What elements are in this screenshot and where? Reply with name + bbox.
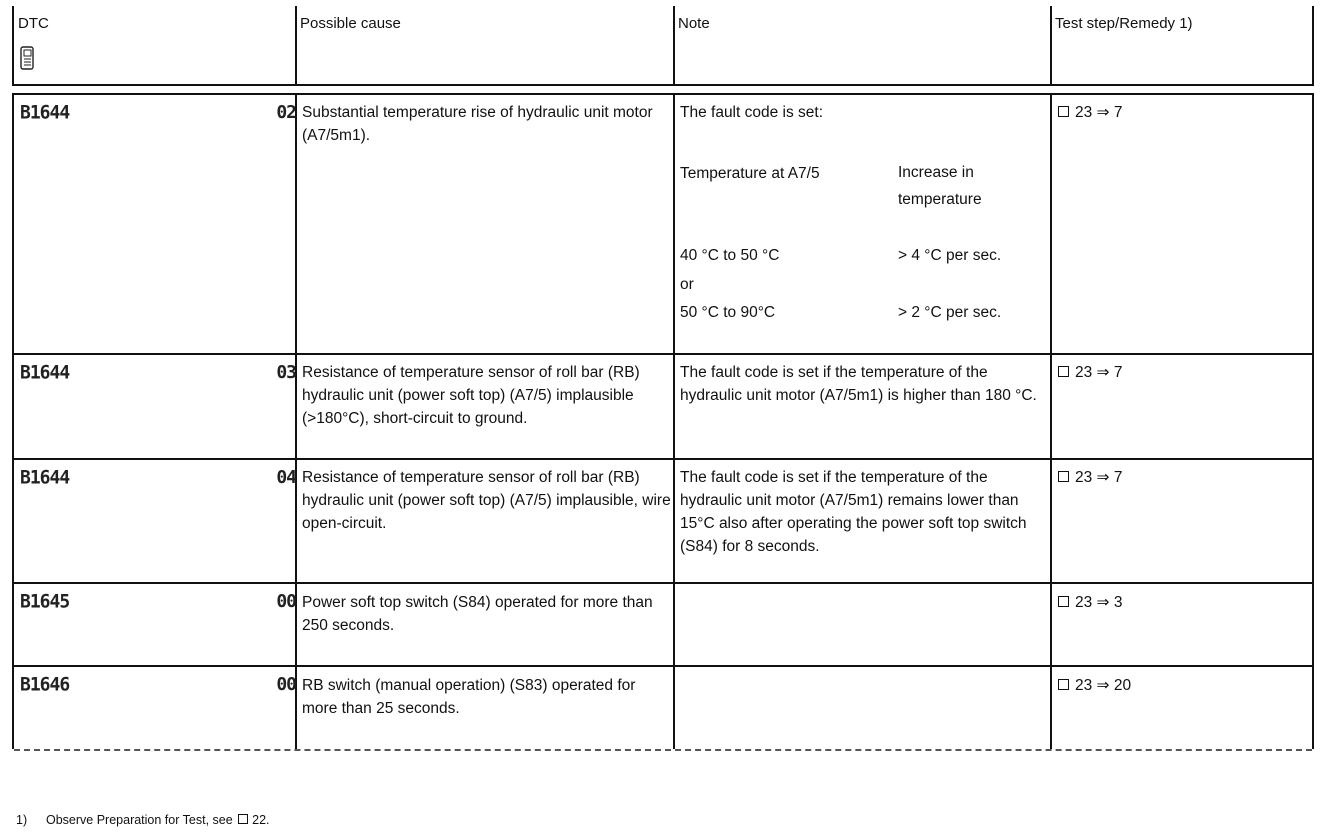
row-divider <box>14 353 1312 355</box>
remedy-ref[interactable]: 23 ⇒ 20 <box>1075 677 1132 694</box>
dtc-table-body <box>12 93 1314 749</box>
header-divider <box>673 6 675 84</box>
remedy[interactable] <box>1058 591 1298 614</box>
reference-box-icon <box>238 814 248 824</box>
note-rate-2: > 2 °C per sec. <box>898 304 1002 321</box>
note-range-1: 40 °C to 50 °C <box>680 247 780 264</box>
remedy-ref[interactable]: 23 ⇒ 3 <box>1075 594 1123 611</box>
note-col-temperature-header: Temperature at A7/5 <box>680 165 820 182</box>
footnote-text-wrap <box>46 813 270 827</box>
table-header <box>12 6 1314 86</box>
dtc-subcode: 00 <box>276 591 296 612</box>
note: The fault code is set if the temperature of the hydraulic unit motor (A7/5m1) remains lower than 15°C also after operating the power soft top switch (S84) for 8 seconds. <box>680 469 1027 555</box>
remedy[interactable] <box>1058 101 1298 124</box>
note-rate-1: > 4 °C per sec. <box>898 247 1002 264</box>
dtc-subcode: 00 <box>276 674 296 695</box>
note: The fault code is set if the temperature of the hydraulic unit motor (A7/5m1) is higher than 180 °C. <box>680 364 1037 404</box>
dtc-subcode: 03 <box>276 362 296 383</box>
reference-box-icon <box>1058 366 1069 377</box>
remedy-ref[interactable]: 23 ⇒ 7 <box>1075 104 1123 121</box>
column-divider <box>295 95 297 749</box>
header-dtc: DTC <box>18 15 49 32</box>
remedy-ref[interactable]: 23 ⇒ 7 <box>1075 469 1123 486</box>
header-cause: Possible cause <box>300 15 401 32</box>
note-or: or <box>680 276 694 293</box>
row-divider <box>14 665 1312 667</box>
reference-box-icon <box>1058 679 1069 690</box>
dtc-subcode: 04 <box>276 467 296 488</box>
header-remedy: Test step/Remedy 1) <box>1055 15 1193 32</box>
dtc-subcode: 02 <box>276 102 296 123</box>
possible-cause: Resistance of temperature sensor of roll bar (RB) hydraulic unit (power soft top) (A7/5) implausible (>180°C), short-circuit to ground. <box>302 364 640 427</box>
footnote-ref[interactable]: 22. <box>252 813 270 827</box>
dtc-code: B1644 <box>20 101 70 124</box>
header-note: Note <box>678 15 710 32</box>
reference-box-icon <box>1058 106 1069 117</box>
possible-cause: Resistance of temperature sensor of roll bar (RB) hydraulic unit (power soft top) (A7/5) implausible, wire open-circuit. <box>302 469 671 532</box>
footnote <box>16 813 270 827</box>
note-col-increase-line1: Increase in <box>898 164 974 181</box>
possible-cause: Power soft top switch (S84) operated for more than 250 seconds. <box>302 594 653 634</box>
dtc-code: B1644 <box>20 466 70 489</box>
footnote-marker: 1) <box>16 813 28 827</box>
possible-cause: Substantial temperature rise of hydraulic unit motor (A7/5m1). <box>302 104 653 144</box>
note-intro: The fault code is set: <box>680 104 824 121</box>
footnote-text: Observe Preparation for Test, see <box>46 813 233 827</box>
row-divider <box>14 582 1312 584</box>
table-continuation-line <box>14 749 1312 751</box>
dtc-code: B1645 <box>20 590 70 613</box>
remedy-ref[interactable]: 23 ⇒ 7 <box>1075 364 1123 381</box>
row-divider <box>14 458 1312 460</box>
header-divider <box>295 6 297 84</box>
remedy[interactable] <box>1058 674 1298 697</box>
reference-box-icon <box>1058 596 1069 607</box>
remedy[interactable] <box>1058 466 1298 489</box>
reference-box-icon <box>1058 471 1069 482</box>
note-col-increase-line2: temperature <box>898 191 982 208</box>
possible-cause: RB switch (manual operation) (S83) operated for more than 25 seconds. <box>302 677 636 717</box>
note-col-increase-header <box>898 159 982 213</box>
diagnostic-tester-icon <box>20 46 34 70</box>
dtc-code: B1644 <box>20 361 70 384</box>
remedy[interactable] <box>1058 361 1298 384</box>
note-range-2: 50 °C to 90°C <box>680 304 776 321</box>
column-divider <box>1050 95 1052 749</box>
dtc-code: B1646 <box>20 673 70 696</box>
header-divider <box>1050 6 1052 84</box>
